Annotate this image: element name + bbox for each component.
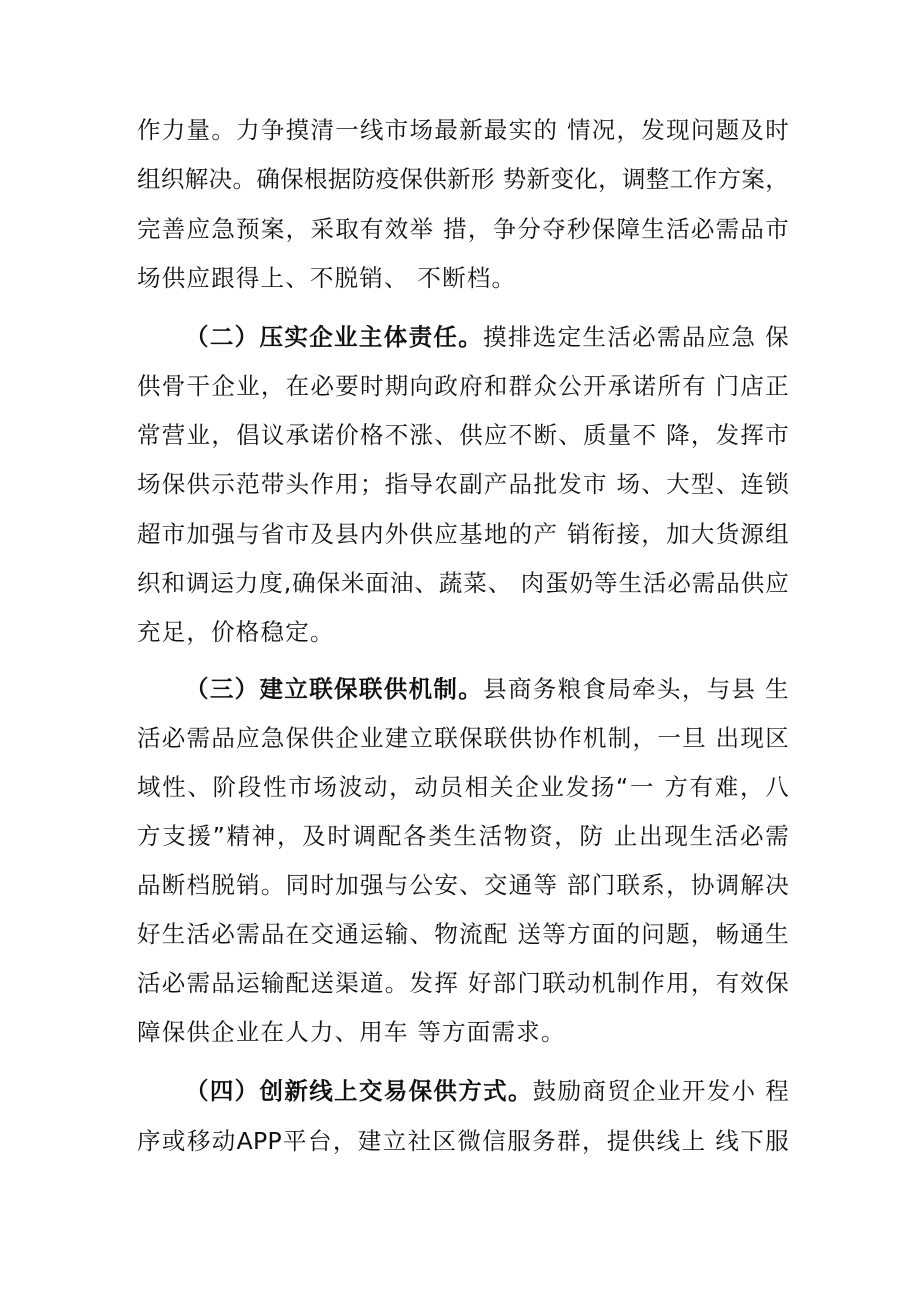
text-line: 活必需品应急保供企业建立联保联供协作机制，一旦 出现区 bbox=[137, 724, 789, 752]
text-line: 序或移动APP平台，建立社区微信服务群，提供线上 线下服 bbox=[137, 1127, 789, 1155]
text-line: 作力量。力争摸清一线市场最新最实的 情况，发现问题及时 bbox=[137, 116, 789, 144]
text-line: 域性、阶段性市场波动，动员相关企业发扬“一 方有难，八 bbox=[137, 773, 789, 801]
text-line: 织和调运力度,确保米面油、蔬菜、 肉蛋奶等生活必需品供应 bbox=[137, 569, 789, 597]
section-heading: （二）压实企业主体责任。 bbox=[185, 323, 484, 351]
text-line: 县商务粮食局牵头，与县 生 bbox=[483, 675, 789, 703]
text-line: 场供应跟得上、不脱销、 不断档。 bbox=[137, 264, 517, 292]
text-line: 供骨干企业，在必要时期向政府和群众公开承诺所有 门店正 bbox=[137, 372, 789, 400]
paragraph-first-line bbox=[185, 320, 789, 354]
section-heading: （四）创新线上交易保供方式。 bbox=[185, 1077, 533, 1105]
text-line: 常营业，倡议承诺价格不涨、供应不断、质量不 降，发挥市 bbox=[137, 421, 789, 449]
text-line: 充足，价格稳定。 bbox=[137, 618, 335, 646]
text-line: 好生活必需品在交通运输、物流配 送等方面的问题，畅通生 bbox=[137, 920, 789, 948]
text-line: 鼓励商贸企业开发小 程 bbox=[532, 1077, 789, 1105]
text-line: 活必需品运输配送渠道。发挥 好部门联动机制作用，有效保 bbox=[137, 969, 789, 997]
text-line: 障保供企业在人力、用车 等方面需求。 bbox=[137, 1018, 566, 1046]
text-line: 场保供示范带头作用；指导农副产品批发市 场、大型、连锁 bbox=[137, 470, 789, 498]
text-line: 方支援”精神，及时调配各类生活物资，防 止出现生活必需 bbox=[137, 822, 789, 850]
paragraph-first-line bbox=[185, 1074, 789, 1108]
section-heading: （三）建立联保联供机制。 bbox=[185, 675, 484, 703]
text-line: 摸排选定生活必需品应急 保 bbox=[483, 323, 789, 351]
paragraph-first-line bbox=[185, 672, 789, 706]
text-line: 超市加强与省市及县内外供应基地的产 销衔接，加大货源组 bbox=[137, 520, 789, 548]
text-line: 完善应急预案，采取有效举 措，争分夺秒保障生活必需品市 bbox=[137, 215, 789, 243]
text-line: 品断档脱销。同时加强与公安、交通等 部门联系，协调解决 bbox=[137, 871, 789, 899]
text-line: 组织解决。确保根据防疫保供新形 势新变化，调整工作方案， bbox=[137, 165, 789, 193]
